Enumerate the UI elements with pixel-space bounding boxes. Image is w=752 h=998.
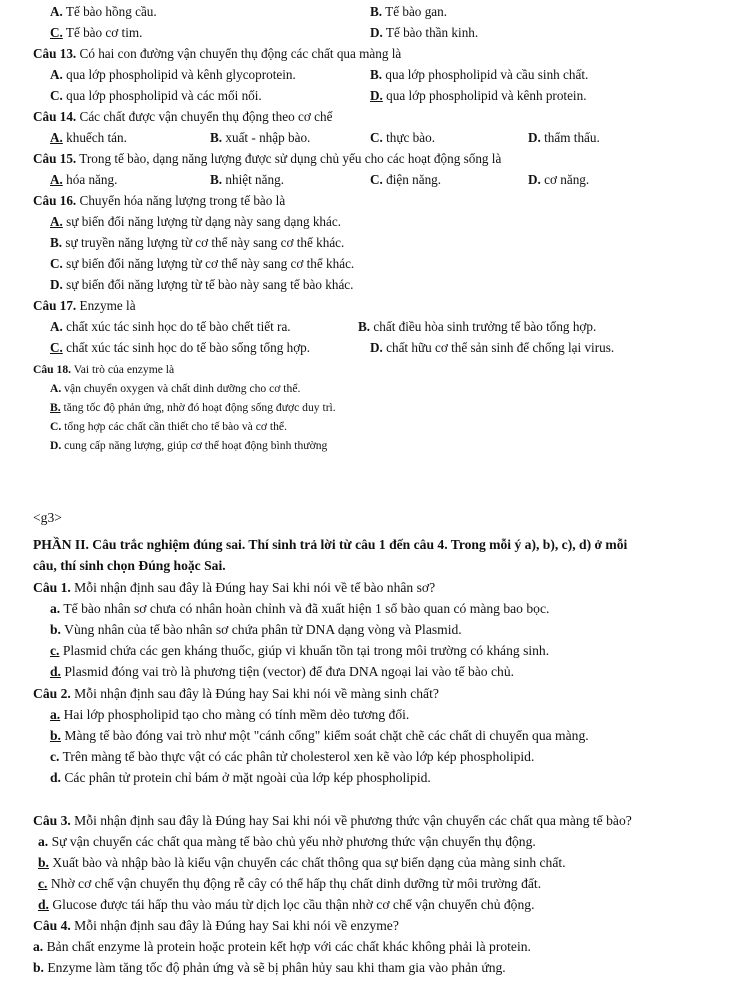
option-text: hóa năng. (62, 172, 118, 187)
option-label: B. (370, 4, 383, 19)
question-number: Câu 17. (33, 298, 77, 313)
group-tag: <g3> (33, 510, 62, 525)
tf-question-3 (33, 813, 632, 829)
option-text: cơ năng. (540, 172, 590, 187)
question-text: Mỗi nhận định sau đây là Đúng hay Sai khi nói về phương thức vận chuyển các chất qua màng tế bào? (70, 813, 632, 828)
statement-text: Các phân tử protein chỉ bám ở mặt ngoài của lớp kép phospholipid. (60, 770, 431, 785)
statement-label: d. (50, 770, 61, 785)
statement-label: c. (50, 749, 60, 764)
statement-label: b. (50, 622, 61, 637)
option-b (210, 172, 284, 188)
option-b (50, 400, 336, 416)
statement-d (38, 897, 534, 913)
option-label: C. (50, 340, 63, 355)
statement-d (50, 664, 514, 680)
option-label: D. (370, 25, 383, 40)
option-text: qua lớp phospholipid và các mối nối. (62, 88, 262, 103)
option-label: A. (50, 67, 63, 82)
option-c (370, 130, 435, 146)
question-text: Có hai con đường vận chuyển thụ động các chất qua màng là (76, 46, 402, 61)
option-label: D. (528, 130, 541, 145)
statement-text: Plasmid chứa các gen kháng thuốc, giúp vi khuẩn tồn tại trong môi trường có kháng sinh. (59, 643, 550, 658)
option-text: chất xúc tác sinh học do tế bào sống tổng hợp. (62, 340, 311, 355)
option-label: A. (50, 130, 63, 145)
option-a (50, 67, 296, 83)
option-b (358, 319, 596, 335)
question-number: Câu 2. (33, 686, 71, 701)
statement-label: b. (38, 855, 49, 870)
statement-a (33, 939, 531, 955)
option-a (50, 4, 157, 20)
statement-label: b. (50, 728, 61, 743)
option-label: D. (50, 439, 62, 452)
option-text: Tế bào hồng cầu. (62, 4, 157, 19)
statement-b (38, 855, 566, 871)
statement-b (50, 728, 589, 744)
option-label: A. (50, 319, 63, 334)
option-label: C. (50, 88, 63, 103)
question-number: Câu 14. (33, 109, 77, 124)
question-text: Các chất được vận chuyển thụ động theo cơ chế (76, 109, 333, 124)
statement-a (38, 834, 536, 850)
option-text: qua lớp phospholipid và kênh protein. (382, 88, 587, 103)
tf-question-4 (33, 918, 399, 934)
option-label: B. (50, 401, 61, 414)
question-text: Vai trò của enzyme là (71, 363, 175, 376)
option-c (50, 419, 287, 435)
option-text: sự biến đổi năng lượng từ tế bào này sang tế bào khác. (62, 277, 354, 292)
question-text: Trong tế bào, dạng năng lượng được sử dụng chủ yếu cho các hoạt động sống là (76, 151, 502, 166)
question-number: Câu 18. (33, 363, 72, 376)
option-d (370, 340, 614, 356)
option-c (50, 25, 142, 41)
option-label: B. (50, 235, 63, 250)
option-label: D. (370, 340, 383, 355)
section-heading-cont: câu, thí sinh chọn Đúng hoặc Sai. (33, 558, 226, 573)
statement-label: b. (33, 960, 44, 975)
statement-a (50, 707, 409, 723)
question-15 (33, 151, 501, 167)
option-a (50, 381, 300, 397)
option-text: qua lớp phospholipid và cầu sinh chất. (382, 67, 589, 82)
option-d (50, 438, 327, 454)
option-b (50, 235, 344, 251)
option-label: A. (50, 172, 63, 187)
option-label: D. (50, 277, 63, 292)
tf-question-1 (33, 580, 435, 596)
option-text: sự truyền năng lượng từ cơ thể này sang cơ thể khác. (62, 235, 345, 250)
question-14 (33, 109, 332, 125)
option-text: sự biến đổi năng lượng từ cơ thể này sang cơ thể khác. (62, 256, 355, 271)
option-text: thẩm thấu. (540, 130, 600, 145)
option-text: điện năng. (382, 172, 442, 187)
option-a (50, 214, 341, 230)
option-c (50, 340, 310, 356)
statement-label: c. (38, 876, 48, 891)
option-text: xuất - nhập bào. (222, 130, 311, 145)
question-text: Mỗi nhận định sau đây là Đúng hay Sai khi nói về tế bào nhân sơ? (70, 580, 436, 595)
statement-label: a. (33, 939, 44, 954)
option-label: D. (370, 88, 383, 103)
statement-label: a. (50, 601, 61, 616)
option-text: khuếch tán. (62, 130, 127, 145)
statement-text: Xuất bào và nhập bào là kiểu vận chuyển các chất thông qua sự biến dạng của màng sinh chất. (48, 855, 566, 870)
option-text: Tế bào gan. (382, 4, 448, 19)
option-label: C. (50, 25, 63, 40)
question-text: Chuyển hóa năng lượng trong tế bào là (76, 193, 286, 208)
option-d (370, 25, 478, 41)
question-18 (33, 362, 174, 378)
statement-label: d. (50, 664, 61, 679)
option-text: tổng hợp các chất cần thiết cho tế bào và cơ thể. (61, 420, 287, 433)
section-heading: PHẦN II. Câu trắc nghiệm đúng sai. Thí sinh trả lời từ câu 1 đến câu 4. Trong mỗi ý a), b), c), d) ở mỗi (33, 537, 628, 552)
option-label: A. (50, 382, 62, 395)
statement-label: c. (50, 643, 60, 658)
statement-text: Vùng nhân của tế bào nhân sơ chứa phân tử DNA dạng vòng và Plasmid. (60, 622, 462, 637)
question-text: Enzyme là (76, 298, 136, 313)
statement-label: a. (50, 707, 61, 722)
option-label: A. (50, 214, 63, 229)
option-label: B. (210, 130, 223, 145)
option-a (50, 319, 291, 335)
question-number: Câu 16. (33, 193, 77, 208)
option-b (370, 4, 447, 20)
statement-c (38, 876, 541, 892)
statement-a (50, 601, 549, 617)
option-label: C. (370, 172, 383, 187)
statement-b (50, 622, 462, 638)
statement-text: Nhờ cơ chế vận chuyển thụ động rễ cây có thể hấp thụ chất dinh dưỡng từ môi trường đất. (47, 876, 542, 891)
statement-text: Sự vận chuyển các chất qua màng tế bào chủ yếu nhờ phương thức vận chuyển thụ động. (48, 834, 536, 849)
statement-d (50, 770, 431, 786)
statement-c (50, 643, 549, 659)
option-text: chất xúc tác sinh học do tế bào chết tiết ra. (62, 319, 291, 334)
statement-label: d. (38, 897, 49, 912)
statement-text: Màng tế bào đóng vai trò như một "cánh cổng" kiểm soát chặt chẽ các chất di chuyển qua màng. (60, 728, 589, 743)
statement-text: Enzyme làm tăng tốc độ phản ứng và sẽ bị phân hủy sau khi tham gia vào phản ứng. (43, 960, 506, 975)
option-label: C. (50, 420, 62, 433)
statement-text: Tế bào nhân sơ chưa có nhân hoàn chỉnh và đã xuất hiện 1 số bào quan có màng bao bọc. (60, 601, 550, 616)
option-b (210, 130, 310, 146)
option-text: sự biến đổi năng lượng từ dạng này sang dạng khác. (62, 214, 342, 229)
option-d (528, 130, 600, 146)
question-text: Mỗi nhận định sau đây là Đúng hay Sai khi nói về enzyme? (70, 918, 399, 933)
option-text: chất điều hòa sinh trưởng tế bào tổng hợp. (370, 319, 597, 334)
question-number: Câu 4. (33, 918, 71, 933)
statement-b (33, 960, 506, 976)
option-b (370, 67, 588, 83)
statement-text: Trên màng tế bào thực vật có các phân tử cholesterol xen kẽ vào lớp kép phospholipid. (59, 749, 535, 764)
option-text: qua lớp phospholipid và kênh glycoprotein. (62, 67, 296, 82)
question-number: Câu 15. (33, 151, 77, 166)
option-c (50, 256, 354, 272)
option-a (50, 130, 127, 146)
option-label: B. (210, 172, 223, 187)
option-text: nhiệt năng. (222, 172, 284, 187)
option-text: chất hữu cơ thể sản sinh để chống lại virus. (382, 340, 615, 355)
option-d (50, 277, 353, 293)
option-text: Tế bào cơ tim. (62, 25, 143, 40)
question-13 (33, 46, 401, 62)
option-label: D. (528, 172, 541, 187)
option-text: tăng tốc độ phản ứng, nhờ đó hoạt động sống được duy trì. (60, 401, 336, 414)
statement-label: a. (38, 834, 49, 849)
option-label: B. (370, 67, 383, 82)
option-text: cung cấp năng lượng, giúp cơ thể hoạt động bình thường (61, 439, 328, 452)
question-16 (33, 193, 285, 209)
tf-question-2 (33, 686, 439, 702)
question-text: Mỗi nhận định sau đây là Đúng hay Sai khi nói về màng sinh chất? (70, 686, 439, 701)
option-text: Tế bào thần kinh. (382, 25, 479, 40)
option-c (50, 88, 262, 104)
option-label: A. (50, 4, 63, 19)
option-label: C. (370, 130, 383, 145)
option-text: thực bào. (382, 130, 436, 145)
question-17 (33, 298, 136, 314)
option-a (50, 172, 117, 188)
option-label: C. (50, 256, 63, 271)
option-c (370, 172, 441, 188)
statement-text: Hai lớp phospholipid tạo cho màng có tính mềm dẻo tương đối. (60, 707, 410, 722)
question-number: Câu 3. (33, 813, 71, 828)
option-d (370, 88, 587, 104)
question-number: Câu 13. (33, 46, 77, 61)
statement-text: Glucose được tái hấp thu vào máu từ dịch lọc cầu thận nhờ cơ chế vận chuyển chủ động. (48, 897, 535, 912)
option-label: B. (358, 319, 371, 334)
statement-text: Bản chất enzyme là protein hoặc protein kết hợp với các chất khác không phải là protein. (43, 939, 531, 954)
statement-c (50, 749, 534, 765)
option-text: vận chuyển oxygen và chất dinh dưỡng cho cơ thể. (61, 382, 301, 395)
statement-text: Plasmid đóng vai trò là phương tiện (vector) để đưa DNA ngoại lai vào tế bào chủ. (60, 664, 515, 679)
option-d (528, 172, 589, 188)
question-number: Câu 1. (33, 580, 71, 595)
